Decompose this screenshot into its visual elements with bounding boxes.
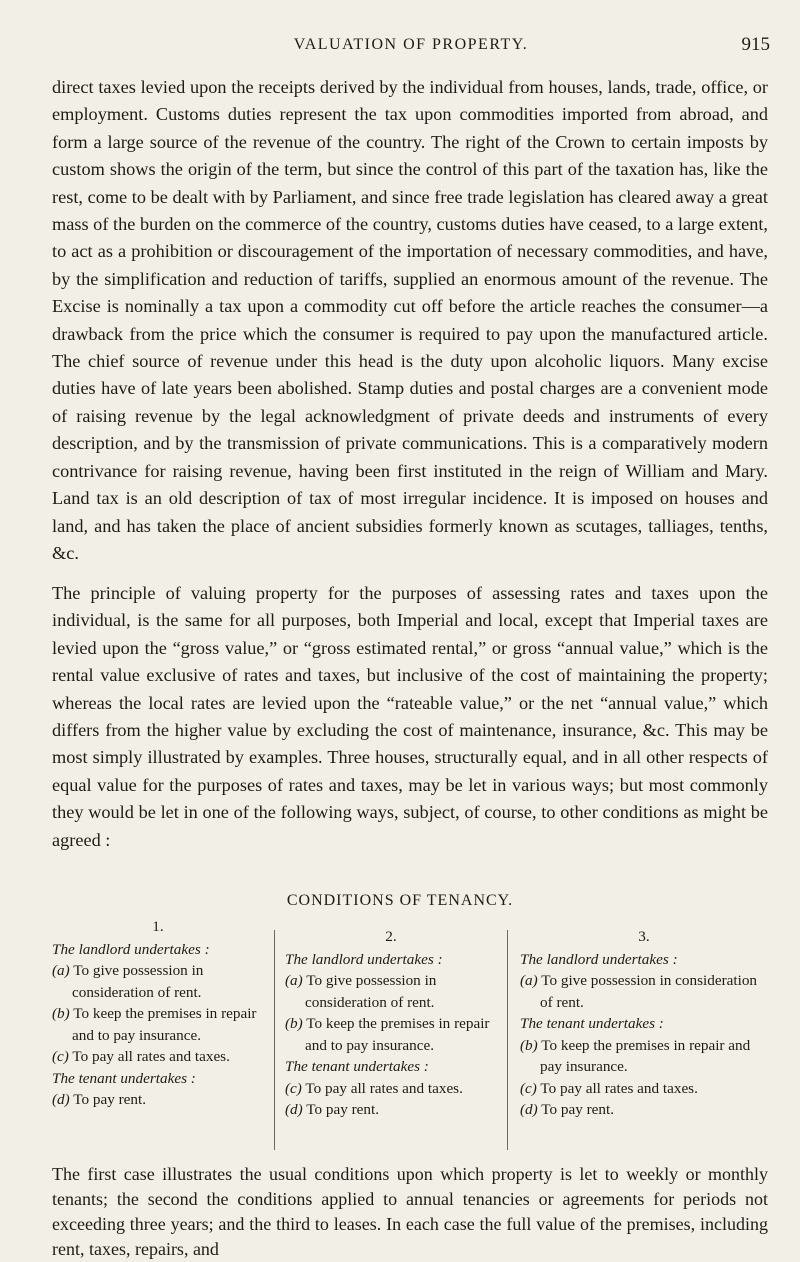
- item-text: To keep the premises in repair and to pay insurance.: [305, 1015, 490, 1054]
- page-number: 915: [741, 34, 770, 55]
- condition-column-2: [274, 930, 508, 1150]
- condition-item: [285, 1099, 497, 1121]
- condition-number: 3.: [638, 928, 650, 945]
- condition-column-1: [52, 916, 264, 1111]
- condition-column-3: [520, 930, 768, 1121]
- landlord-label: The landlord undertakes :: [52, 940, 210, 958]
- condition-item: [520, 1099, 768, 1121]
- paragraph-taxes: direct taxes levied upon the receipts derived by the individual from houses, lands, trade, office, or employment. Customs duties represent the tax upon commodities imported from abroad, and form a large source of the revenue of the country. The right of the Crown to certain imposts by custom shows the origin of the term, but since the control of this part of the taxation has, like the rest, come to be dealt with by Parliament, and since free trade legislation has cleared away a great mass of the burden on the commerce of the country, customs duties have ceased, to a large extent, to act as a prohibition or discouragement of the importation of necessary commodities, and have, by the simplification and reduction of tariffs, supplied an enormous amount of the revenue. The Excise is nominally a tax upon a commodity cut off before the article reaches the consumer—a drawback from the price which the consumer is required to pay upon the manufactured article. The chief source of revenue under this head is the duty upon alcoholic liquors. Many excise duties have of late years been abolished. Stamp duties and postal charges are a convenient mode of raising revenue by the legal acknowledgment of private deeds and instruments of every description, and by the transmission of private communications. This is a comparatively modern contrivance for raising revenue, having been first instituted in the reign of William and Mary. Land tax is an old description of tax of most irregular incidence. It is imposed on houses and land, and has taken the place of ancient subsidies formerly known as scutages, talliages, tenths, &c.: [52, 77, 768, 563]
- running-title: VALUATION OF PROPERTY.: [293, 36, 529, 53]
- item-letter: (c): [52, 1048, 69, 1065]
- item-letter: (c): [285, 1079, 302, 1097]
- item-text: To pay rent.: [541, 1101, 614, 1118]
- condition-item: [52, 1089, 264, 1111]
- condition-item: [52, 1046, 264, 1068]
- item-text: To give possession in consideration of rent.: [72, 962, 204, 1001]
- item-text: To pay all rates and taxes.: [305, 1079, 463, 1097]
- conditions-heading: CONDITIONS OF TENANCY.: [286, 892, 514, 909]
- item-letter: (b): [285, 1015, 303, 1032]
- tenant-label: The tenant undertakes :: [520, 1015, 664, 1032]
- item-text: To pay all rates and taxes.: [72, 1048, 230, 1065]
- item-text: To keep the premises in repair and to pay insurance.: [72, 1005, 257, 1044]
- item-letter: (b): [52, 1005, 70, 1022]
- item-text: To pay all rates and taxes.: [540, 1079, 698, 1097]
- landlord-label: The landlord undertakes :: [285, 950, 443, 968]
- tenant-label: The tenant undertakes :: [285, 1058, 429, 1075]
- item-text: To keep the premises in repair and pay insurance.: [540, 1036, 751, 1075]
- paragraph-valuation-principle: The principle of valuing property for the purposes of assessing rates and taxes upon the individual, is the same for all purposes, both Imperial and local, except that Imperial taxes are levied upon the “gross value,” or “gross estimated rental,” or gross “annual value,” which is the rental value exclusive of rates and taxes, but inclusive of the cost of maintaining the property; whereas the local rates are levied upon the “rateable value,” or the net “annual value,” which differs from the higher value by excluding the cost of maintenance, insurance, &c. This may be most simply illustrated by examples. Three houses, structurally equal, and in all other respects of equal value for the purposes of rates and taxes, may be let in various ways; but most commonly they would be let in one of the following ways, subject, of course, to other conditions as might be agreed :: [52, 583, 768, 850]
- item-letter: (a): [285, 972, 303, 989]
- landlord-label: The landlord undertakes :: [520, 950, 678, 968]
- tenant-label: The tenant undertakes :: [52, 1069, 196, 1087]
- item-text: To give possession in consideration of rent.: [540, 972, 758, 1011]
- condition-item: [520, 1078, 768, 1100]
- condition-item: [520, 1035, 768, 1078]
- condition-item: [52, 1003, 264, 1046]
- item-letter: (b): [520, 1036, 538, 1054]
- item-text: To pay rent.: [73, 1091, 146, 1108]
- item-text: To pay rent.: [306, 1101, 379, 1118]
- item-letter: (d): [285, 1101, 303, 1118]
- condition-item: [285, 1078, 497, 1100]
- condition-item: [520, 970, 768, 1013]
- paragraph-cases: The first case illustrates the usual conditions upon which property is let to weekly or monthly tenants; the second the conditions applied to annual tenancies or agreements for periods not exceeding three years; and the third to leases. In each case the full value of the premises, including rent, taxes, repairs, and: [52, 1164, 768, 1259]
- item-letter: (a): [52, 962, 70, 979]
- condition-number: 2.: [385, 928, 397, 945]
- running-head: [52, 36, 770, 62]
- condition-item: [285, 1013, 497, 1056]
- item-letter: (d): [520, 1101, 538, 1118]
- item-letter: (d): [52, 1091, 70, 1108]
- item-letter: (a): [520, 972, 538, 989]
- condition-item: [52, 960, 264, 1003]
- condition-item: [285, 970, 497, 1013]
- item-letter: (c): [520, 1079, 537, 1097]
- condition-number: 1.: [152, 918, 164, 935]
- item-text: To give possession in consideration of rent.: [305, 972, 437, 1011]
